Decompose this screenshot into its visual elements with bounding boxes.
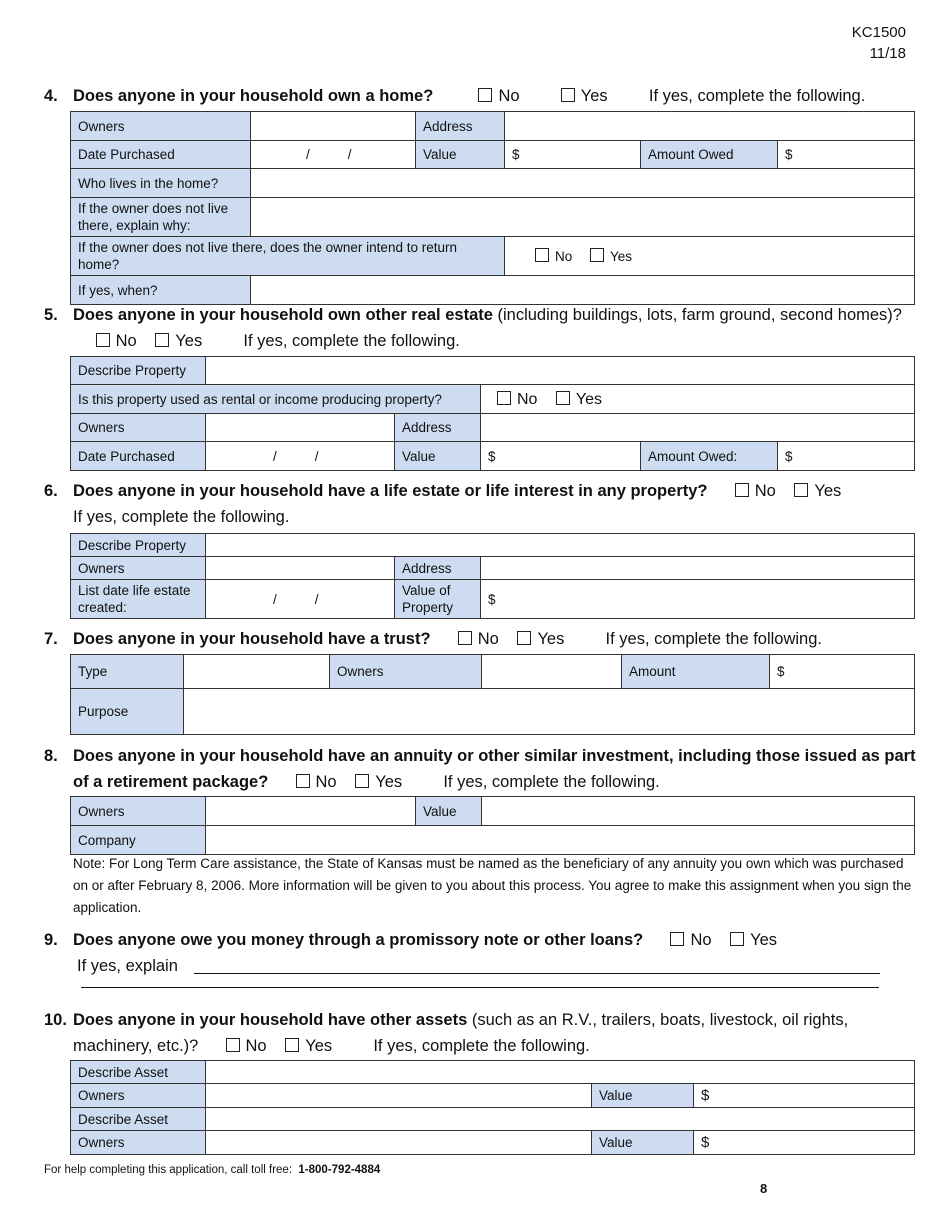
owners-label: Owners: [71, 414, 206, 442]
question-text: Does anyone owe you money through a promissory note or other loans?: [73, 931, 644, 949]
checkbox-yes[interactable]: [155, 333, 169, 347]
when-field[interactable]: [251, 276, 915, 305]
follow-text: If yes, complete the following.: [605, 630, 822, 648]
option-no[interactable]: No: [535, 249, 572, 264]
describe-asset-field[interactable]: [206, 1108, 915, 1131]
owners-field[interactable]: [206, 557, 395, 580]
checkbox-no[interactable]: [458, 631, 472, 645]
amount-owed-field[interactable]: $: [778, 141, 915, 169]
owners-label: Owners: [330, 655, 482, 689]
form-code-date: 11/18: [869, 45, 906, 62]
checkbox-no[interactable]: [670, 932, 684, 946]
describe-property-field[interactable]: [206, 534, 915, 557]
question-10: [44, 1007, 924, 1059]
question-text: Does anyone in your household own other real estate: [73, 306, 493, 324]
describe-asset-field[interactable]: [206, 1061, 915, 1084]
amount-owed-label: Amount Owed: [641, 141, 778, 169]
company-label: Company: [71, 826, 206, 855]
explain-field[interactable]: [251, 198, 915, 237]
owners-field[interactable]: [251, 112, 416, 141]
checkbox-no[interactable]: [96, 333, 110, 347]
intend-return-label: If the owner does not live there, does the owner intend to return home?: [71, 237, 505, 276]
value-label: Value: [395, 442, 481, 471]
amount-owed-field[interactable]: $: [778, 442, 915, 471]
checkbox-yes[interactable]: [590, 248, 604, 262]
option-yes[interactable]: Yes: [285, 1037, 332, 1055]
amount-owed-label: Amount Owed:: [641, 442, 778, 471]
option-no[interactable]: No: [458, 630, 499, 648]
value-field[interactable]: [482, 797, 915, 826]
owners-field[interactable]: [206, 414, 395, 442]
describe-property-field[interactable]: [206, 357, 915, 385]
help-text: For help completing this application, call toll free:: [44, 1164, 293, 1176]
checkbox-no[interactable]: [226, 1038, 240, 1052]
question-text-rest: (including buildings, lots, farm ground, second homes)?: [492, 306, 902, 324]
value-label: Value: [416, 141, 505, 169]
question-9: [44, 927, 924, 979]
company-field[interactable]: [206, 826, 915, 855]
rental-label: Is this property used as rental or income producing property?: [71, 385, 481, 414]
date-created-field[interactable]: / /: [206, 580, 395, 619]
question-number: 10.: [44, 1011, 67, 1029]
follow-text: If yes, complete the following.: [648, 87, 866, 105]
date-purchased-field[interactable]: / /: [206, 442, 395, 471]
value-field[interactable]: $: [481, 442, 641, 471]
checkbox-no[interactable]: [497, 391, 511, 405]
form-code-id: KC1500: [851, 24, 906, 41]
question-number: 5.: [44, 306, 58, 324]
describe-property-label: Describe Property: [71, 357, 206, 385]
when-label: If yes, when?: [71, 276, 251, 305]
form-code: [852, 22, 906, 64]
checkbox-yes[interactable]: [355, 774, 369, 788]
option-no[interactable]: No: [735, 482, 776, 500]
describe-asset-label: Describe Asset: [71, 1061, 206, 1084]
annuity-note: Note: For Long Term Care assistance, the State of Kansas must be named as the beneficiary of any annuity you own which was purchased on or after February 8, 2006. More information will be given to you about this process. You agree to make this assignment when you sign the application.: [73, 856, 912, 915]
address-field[interactable]: [481, 414, 915, 442]
follow-text: If yes, complete the following.: [243, 332, 460, 350]
address-label: Address: [416, 112, 505, 141]
owners-field[interactable]: [206, 797, 416, 826]
describe-asset-label: Describe Asset: [71, 1108, 206, 1131]
address-field[interactable]: [481, 557, 915, 580]
describe-property-label: Describe Property: [71, 534, 206, 557]
trust-table: [70, 654, 915, 735]
checkbox-yes[interactable]: [285, 1038, 299, 1052]
option-no[interactable]: No: [497, 391, 537, 408]
owners-label: Owners: [71, 112, 251, 141]
question-text: Does anyone in your household have a life estate or life interest in any property?: [73, 482, 708, 500]
owners-label: Owners: [71, 797, 206, 826]
option-no[interactable]: No: [226, 1037, 267, 1055]
question-number: 8.: [44, 747, 58, 765]
follow-text: If yes, complete the following.: [373, 1037, 590, 1055]
question-8: [44, 743, 924, 795]
purpose-label: Purpose: [71, 689, 184, 735]
follow-text: If yes, complete the following.: [73, 508, 290, 526]
option-yes[interactable]: Yes: [730, 931, 777, 949]
question-text-rest: (such as an R.V., trailers, boats, livestock, oil rights, machinery, etc.)?: [73, 1011, 849, 1055]
checkbox-yes[interactable]: [556, 391, 570, 405]
purpose-field[interactable]: [184, 689, 915, 735]
explain-label: If the owner does not live there, explain why:: [71, 198, 251, 237]
explain-label: If yes, explain: [77, 957, 178, 975]
value-of-property-label: Value of Property: [395, 580, 481, 619]
option-yes[interactable]: Yes: [155, 332, 202, 350]
owners-label: Owners: [71, 1084, 206, 1108]
type-field[interactable]: [184, 655, 330, 689]
checkbox-no[interactable]: [478, 88, 492, 102]
question-number: 4.: [44, 87, 58, 105]
follow-text: If yes, complete the following.: [443, 773, 660, 791]
option-no[interactable]: No: [478, 87, 519, 105]
option-no[interactable]: No: [96, 332, 137, 350]
checkbox-yes[interactable]: [517, 631, 531, 645]
owners-field[interactable]: [206, 1084, 592, 1108]
option-yes[interactable]: Yes: [355, 773, 402, 791]
value-of-property-field[interactable]: $: [481, 580, 915, 619]
question-number: 9.: [44, 931, 58, 949]
annuity-table: [70, 796, 915, 855]
checkbox-no[interactable]: [735, 483, 749, 497]
address-label: Address: [395, 414, 481, 442]
owners-label: Owners: [71, 1131, 206, 1155]
home-table: [70, 111, 915, 305]
question-text: Does anyone in your household have other assets: [73, 1011, 468, 1029]
life-estate-table: [70, 533, 915, 619]
checkbox-yes[interactable]: [730, 932, 744, 946]
type-label: Type: [71, 655, 184, 689]
real-estate-table: [70, 356, 915, 471]
option-yes[interactable]: Yes: [556, 391, 602, 408]
option-yes[interactable]: Yes: [794, 482, 841, 500]
owners-field[interactable]: [206, 1131, 592, 1155]
owners-field[interactable]: [482, 655, 622, 689]
value-field[interactable]: $: [694, 1084, 915, 1108]
page-number: 8: [760, 1181, 768, 1196]
question-7: [44, 626, 924, 652]
question-6: [44, 478, 924, 530]
help-phone: 1-800-792-4884: [298, 1164, 381, 1176]
who-lives-field[interactable]: [251, 169, 915, 198]
checkbox-no[interactable]: [296, 774, 310, 788]
owners-label: Owners: [71, 557, 206, 580]
question-text: Does anyone in your household own a home?: [73, 87, 434, 105]
rental-options: [481, 385, 915, 414]
question-number: 7.: [44, 630, 58, 648]
other-assets-table: [70, 1060, 915, 1155]
explain-line-2[interactable]: [81, 987, 879, 988]
checkbox-yes[interactable]: [561, 88, 575, 102]
date-created-label: List date life estate created:: [71, 580, 206, 619]
value-label: Value: [592, 1131, 694, 1155]
amount-label: Amount: [622, 655, 770, 689]
value-field[interactable]: $: [505, 141, 641, 169]
explain-line-1[interactable]: [194, 958, 880, 974]
question-5: [44, 302, 924, 354]
option-yes[interactable]: Yes: [590, 249, 632, 264]
checkbox-no[interactable]: [535, 248, 549, 262]
who-lives-label: Who lives in the home?: [71, 169, 251, 198]
intend-return-options: [505, 237, 915, 276]
option-no[interactable]: No: [296, 773, 337, 791]
question-4: [44, 83, 924, 109]
value-field[interactable]: $: [694, 1131, 915, 1155]
date-purchased-field[interactable]: / /: [251, 141, 416, 169]
option-yes[interactable]: Yes: [517, 630, 564, 648]
date-purchased-label: Date Purchased: [71, 141, 251, 169]
date-purchased-label: Date Purchased: [71, 442, 206, 471]
value-label: Value: [416, 797, 482, 826]
amount-field[interactable]: $: [770, 655, 915, 689]
option-yes[interactable]: Yes: [561, 87, 608, 105]
address-field[interactable]: [505, 112, 915, 141]
option-no[interactable]: No: [670, 931, 711, 949]
address-label: Address: [395, 557, 481, 580]
checkbox-yes[interactable]: [794, 483, 808, 497]
question-text: Does anyone in your household have an annuity or other similar investment, including those issued as part of a retirement package?: [73, 747, 916, 791]
value-label: Value: [592, 1084, 694, 1108]
question-number: 6.: [44, 482, 58, 500]
question-text: Does anyone in your household have a trust?: [73, 630, 431, 648]
footer-help: [44, 1164, 380, 1176]
